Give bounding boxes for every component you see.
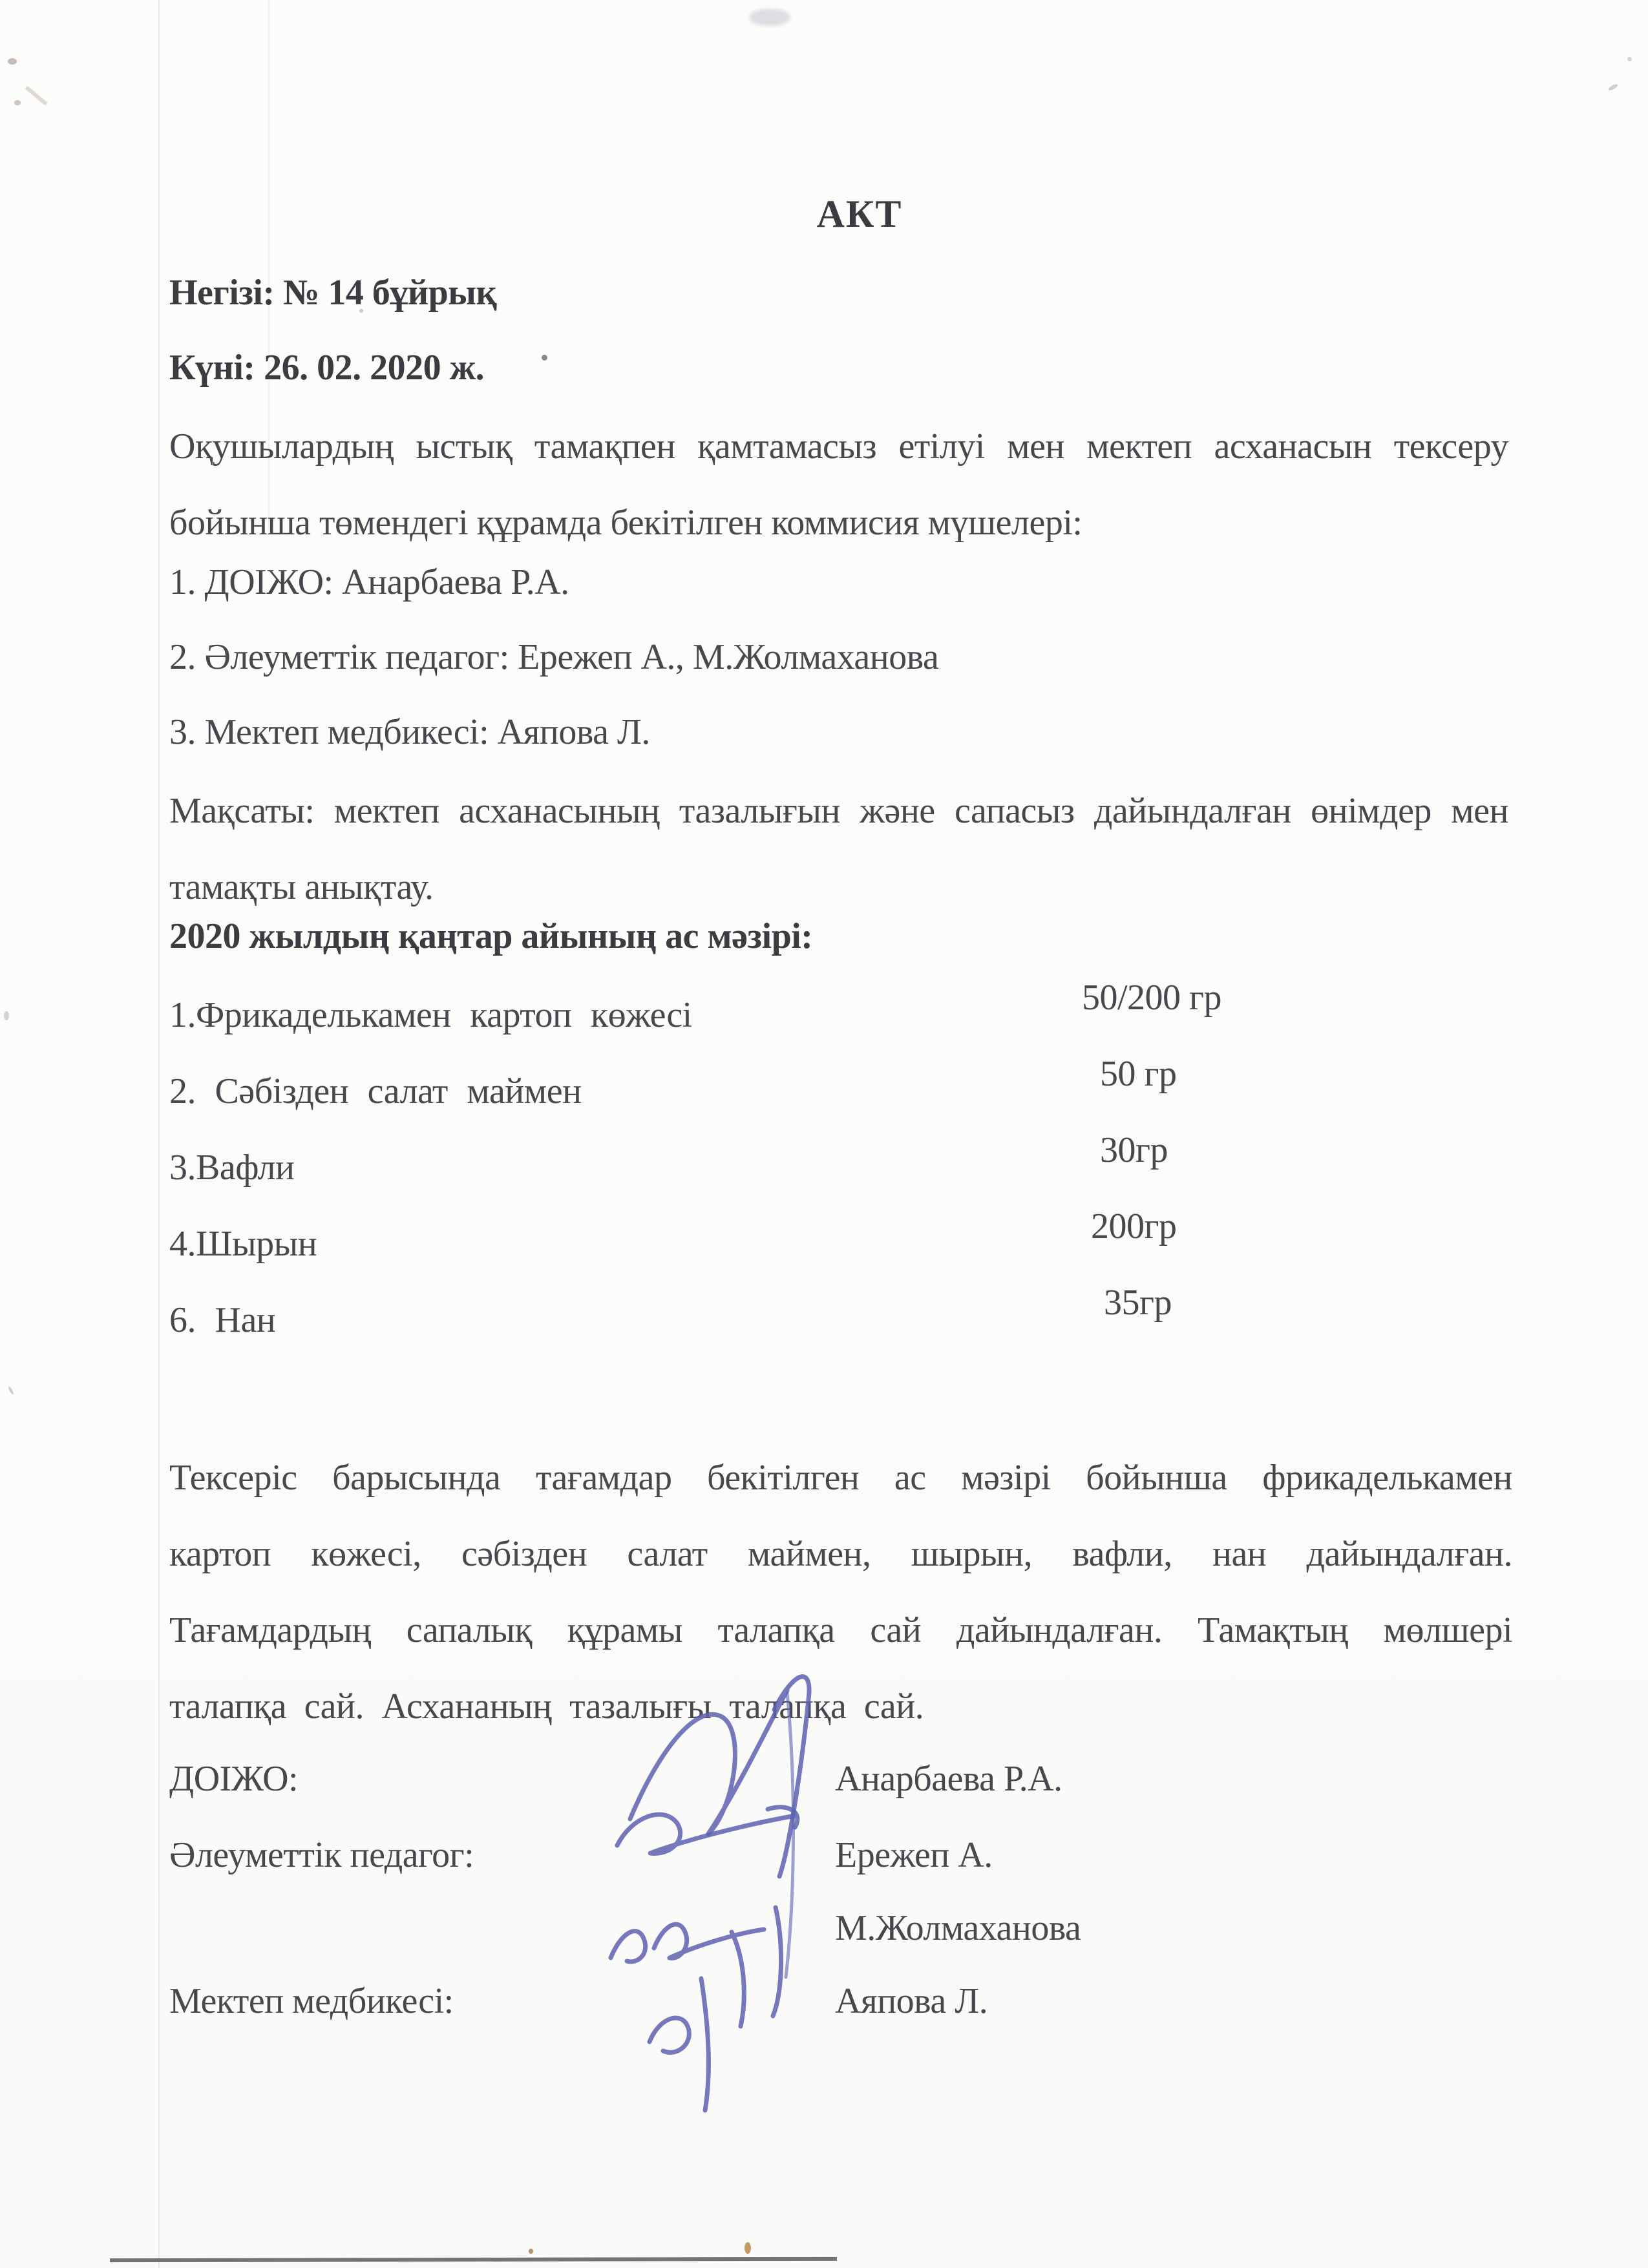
scan-speck-orange bbox=[529, 2249, 533, 2254]
conclusion-line-1: Тексеріс барысында тағамдар бекітілген ас мәзірі бойынша фрикаделькамен bbox=[169, 1458, 1512, 1498]
signature-anarbayeva-icon bbox=[630, 1677, 809, 1876]
handwritten-signatures bbox=[582, 1654, 853, 2119]
menu-dish-4: 4.Шырын bbox=[169, 1224, 317, 1264]
scan-speck bbox=[8, 58, 17, 65]
signature-name-3: М.Жолмаханова bbox=[835, 1908, 1081, 1948]
scan-speck bbox=[1627, 57, 1632, 61]
scan-speck-orange bbox=[745, 2242, 751, 2254]
menu-amount-1: 50/200 гр bbox=[1082, 978, 1222, 1018]
intro-line-1: Оқушылардың ыстық тамақпен қамтамасыз етілуі мен мектеп асханасын тексеру bbox=[169, 426, 1508, 467]
signature-ayapova-icon bbox=[650, 1979, 708, 2110]
conclusion-line-3: Тағамдардың сапалық құрамы талапқа сай дайындалған. Тамақтың мөлшері bbox=[169, 1610, 1512, 1650]
intro-paragraph bbox=[169, 408, 1508, 561]
signature-name-2: Ережеп А. bbox=[835, 1835, 993, 1875]
scan-speck bbox=[14, 100, 21, 105]
signature-name-4: Аяпова Л. bbox=[835, 1981, 988, 2021]
signature-erezhep-icon bbox=[617, 1807, 798, 1854]
intro-line-2: бойынша төмендегі құрамда бекітілген коммисия мүшелері: bbox=[169, 503, 1083, 543]
basis-line: Негізі: № 14 бұйрық bbox=[169, 273, 497, 313]
menu-amount-5: 35гр bbox=[1104, 1283, 1172, 1323]
signature-role-4: Мектеп медбикесі: bbox=[169, 1981, 454, 2021]
purpose-line-1: Мақсаты: мектеп асханасының тазалығын және сапасыз дайындалған өнімдер мен bbox=[169, 791, 1508, 831]
scan-speck bbox=[1608, 83, 1619, 91]
scan-speck bbox=[8, 1386, 14, 1395]
document-title: АКТ bbox=[816, 193, 903, 235]
commission-member-3: 3. Мектеп медбикесі: Аяпова Л. bbox=[169, 712, 650, 752]
menu-amount-4: 200гр bbox=[1091, 1206, 1177, 1246]
menu-dish-5: 6. Нан bbox=[169, 1300, 276, 1340]
signature-role-2: Әлеуметтік педагог: bbox=[169, 1835, 474, 1875]
menu-dish-2: 2. Сәбізден салат маймен bbox=[169, 1071, 582, 1111]
conclusion-line-4: талапқа сай. Асхананың тазалығы талапқа сай. bbox=[169, 1686, 924, 1727]
scan-fold-line bbox=[158, 0, 160, 2268]
signature-name-1: Анарбаева Р.А. bbox=[835, 1759, 1062, 1799]
menu-heading: 2020 жылдың қаңтар айының ас мәзірі: bbox=[169, 916, 813, 956]
scan-dot-after-date bbox=[542, 355, 547, 361]
menu-amount-3: 30гр bbox=[1100, 1130, 1168, 1170]
commission-member-1: 1. ДОІЖО: Анарбаева Р.А. bbox=[169, 562, 569, 602]
signature-zholmakhanova-icon bbox=[611, 1907, 781, 2026]
scan-smudge bbox=[750, 9, 790, 26]
scan-speck bbox=[4, 1011, 9, 1020]
scan-smear bbox=[25, 85, 48, 106]
purpose-line-2: тамақты анықтау. bbox=[169, 867, 434, 907]
menu-dish-3: 3.Вафли bbox=[169, 1148, 295, 1188]
menu-dish-1: 1.Фрикаделькамен картоп көжесі bbox=[169, 995, 692, 1035]
conclusion-line-2: картоп көжесі, сәбізден салат маймен, шырын, вафли, нан дайындалған. bbox=[169, 1534, 1512, 1574]
signature-role-1: ДОІЖО: bbox=[169, 1759, 299, 1799]
menu-amount-2: 50 гр bbox=[1100, 1054, 1177, 1094]
commission-member-2: 2. Әлеуметтік педагог: Ережеп А., М.Жолмаханова bbox=[169, 637, 939, 677]
date-line: Күні: 26. 02. 2020 ж. bbox=[169, 348, 485, 388]
scan-bottom-edge-line bbox=[110, 2257, 837, 2262]
